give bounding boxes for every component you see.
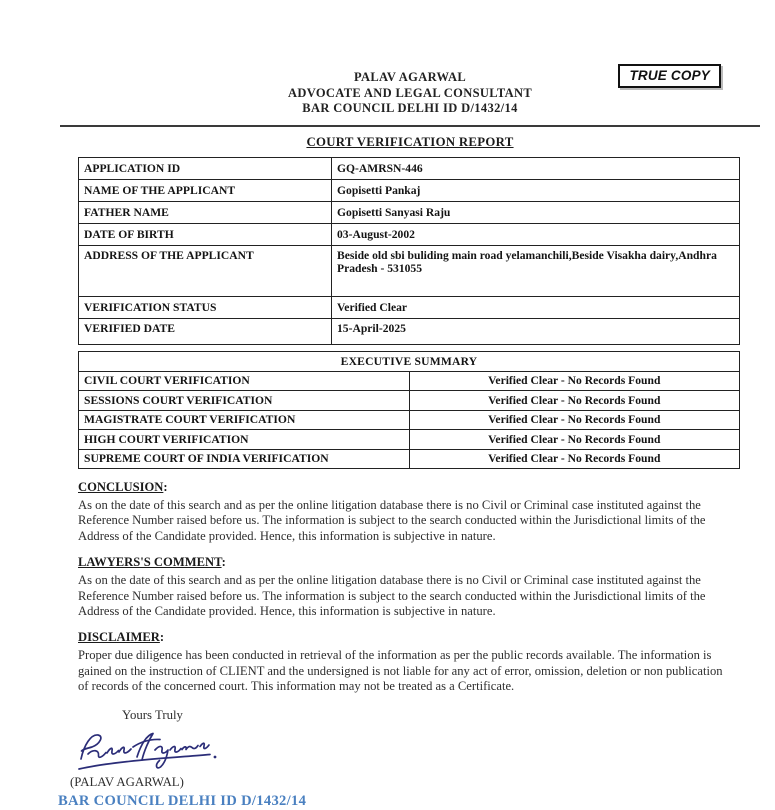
table-header-row (79, 351, 740, 371)
disclaimer-section (78, 630, 736, 694)
document-content (60, 0, 760, 810)
table-row (79, 391, 740, 411)
section-body: As on the date of this search and as per the online litigation database there is no Civil or Criminal case instituted against the Reference Number raised before us. The information is subject to the search conducted within the Jurisdictional limits of the Address of the Candidate provided. Hence, this information is subjective in nature. (78, 573, 706, 619)
summary-header: EXECUTIVE SUMMARY (79, 351, 740, 371)
table-row (79, 449, 740, 469)
section-heading (78, 555, 736, 570)
court-result: Verified Clear - No Records Found (409, 391, 740, 411)
field-value: GQ-AMRSN-446 (332, 157, 740, 179)
table-row (79, 245, 740, 296)
true-copy-stamp: TRUE COPY (618, 64, 721, 88)
lawyers-comment-section (78, 555, 736, 619)
field-label: DATE OF BIRTH (79, 223, 332, 245)
table-row (79, 296, 740, 318)
letterhead (60, 0, 760, 117)
table-row (79, 410, 740, 430)
court-result: Verified Clear - No Records Found (409, 410, 740, 430)
bar-council-footer: BAR COUNCIL DELHI ID D/1432/14 (58, 792, 307, 809)
table-row (79, 318, 740, 344)
table-row (79, 223, 740, 245)
section-heading-text: CONCLUSION (78, 480, 164, 494)
field-label: ADDRESS OF THE APPLICANT (79, 245, 332, 296)
field-label: VERIFICATION STATUS (79, 296, 332, 318)
section-heading-text: LAWYERS'S COMMENT (78, 555, 222, 570)
field-label: FATHER NAME (79, 201, 332, 223)
court-result: Verified Clear - No Records Found (409, 430, 740, 450)
section-heading-colon: : (221, 555, 226, 570)
bar-council-id: BAR COUNCIL DELHI ID D/1432/14 (302, 101, 518, 115)
section-heading-colon: : (159, 630, 165, 645)
table-row (79, 201, 740, 223)
section-heading (78, 480, 736, 495)
section-heading-colon: : (163, 480, 168, 494)
signature-image (74, 727, 224, 773)
court-result: Verified Clear - No Records Found (409, 371, 740, 391)
conclusion-section (78, 480, 736, 544)
field-label: NAME OF THE APPLICANT (79, 179, 332, 201)
signatory-name: (PALAV AGARWAL) (70, 774, 184, 789)
table-row (79, 179, 740, 201)
advocate-name: PALAV AGARWAL (353, 70, 467, 84)
field-value: Gopisetti Pankaj (332, 179, 740, 201)
court-label: SUPREME COURT OF INDIA VERIFICATION (79, 449, 410, 469)
table-row (79, 157, 740, 179)
table-row (79, 371, 740, 391)
field-value: Gopisetti Sanyasi Raju (332, 201, 740, 223)
executive-summary-table (78, 351, 740, 470)
closing-line: Yours Truly (122, 707, 183, 722)
field-value: Beside old sbi buliding main road yelamanchili,Beside Visakha dairy,Andhra Pradesh - 531055 (332, 245, 740, 296)
court-label: SESSIONS COURT VERIFICATION (79, 391, 410, 411)
section-heading (78, 630, 736, 645)
court-label: HIGH COURT VERIFICATION (79, 430, 410, 450)
field-label: VERIFIED DATE (79, 318, 332, 344)
field-value: 03-August-2002 (332, 223, 740, 245)
section-body: Proper due diligence has been conducted in retrieval of the information as per the public records available. The information is gained on the instruction of CLIENT and the undersigned is not liable for any act of error, omission, deletion or non publication of records of the concerned court. This information may not be treated as a Certificate. (78, 648, 723, 694)
court-label: CIVIL COURT VERIFICATION (79, 371, 410, 391)
section-heading-text: DISCLAIMER (78, 630, 160, 645)
advocate-designation: ADVOCATE AND LEGAL CONSULTANT (287, 85, 533, 100)
court-result: Verified Clear - No Records Found (409, 449, 740, 469)
applicant-details-table (78, 157, 740, 345)
field-label: APPLICATION ID (79, 157, 332, 179)
header-divider (60, 125, 760, 127)
report-title: COURT VERIFICATION REPORT (306, 134, 514, 149)
section-body: As on the date of this search and as per the online litigation database there is no Civil or Criminal case instituted against the Reference Number raised before us. The information is subject to the search conducted within the Jurisdictional limits of the Address of the Candidate provided. Hence, this information is subjective in nature. (78, 498, 706, 543)
field-value: 15-April-2025 (332, 318, 740, 344)
table-row (79, 430, 740, 450)
field-value: Verified Clear (332, 296, 740, 318)
court-label: MAGISTRATE COURT VERIFICATION (79, 410, 410, 430)
